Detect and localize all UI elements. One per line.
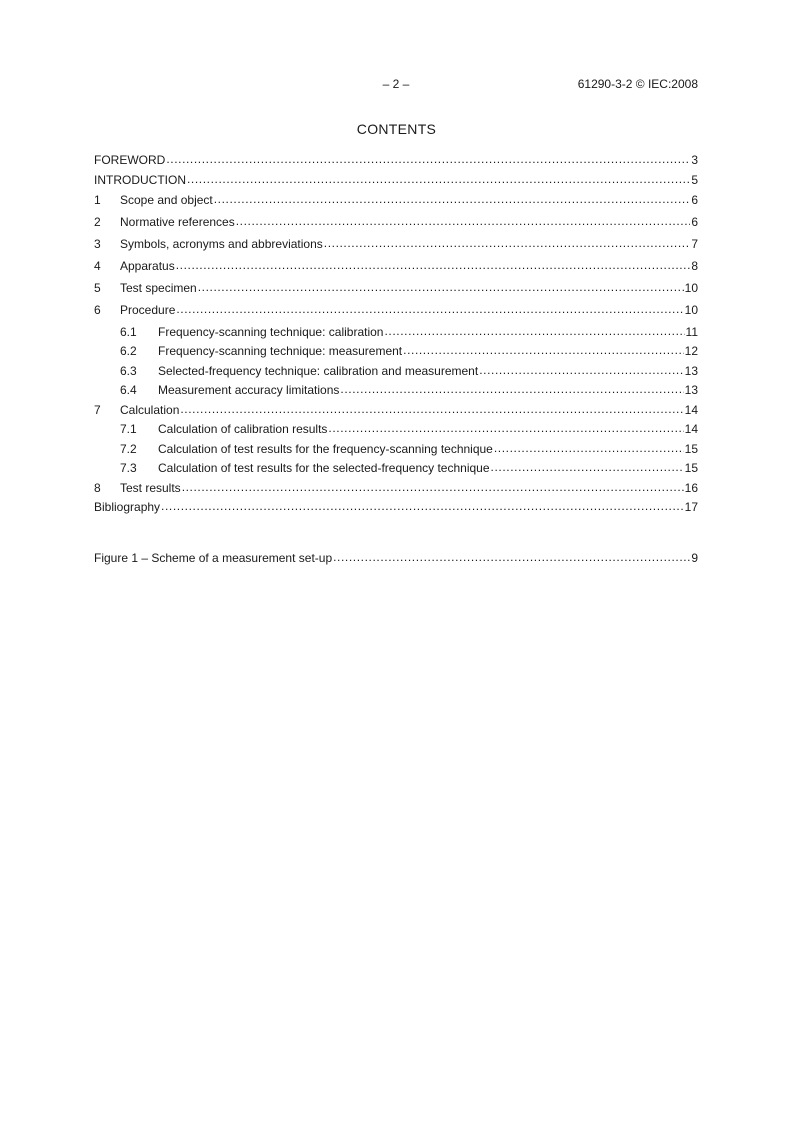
toc-entry-title: Test results [120, 480, 181, 495]
toc-entry-number: 4 [94, 258, 101, 273]
page-number: – 2 – [382, 77, 410, 91]
dot-leader [491, 460, 684, 472]
dot-leader [176, 302, 683, 314]
toc-entry-7-2[interactable] [94, 441, 698, 461]
toc-entry-title: Calculation of test results for the frequency-scanning technique [158, 441, 493, 456]
toc-entry-title: Calculation of test results for the selected-frequency technique [158, 461, 490, 476]
toc-entry-title: Procedure [120, 302, 176, 317]
toc-entry-number: 5 [94, 280, 101, 295]
toc-entry-number: 2 [94, 214, 101, 229]
toc-entry-number: 7.3 [120, 461, 137, 476]
figure-entry-page: 9 [691, 551, 698, 565]
dot-leader [187, 172, 690, 184]
toc-entry-page: 5 [691, 172, 698, 187]
toc-entry-7-3[interactable] [94, 460, 698, 480]
toc-entry-3[interactable] [94, 236, 698, 258]
toc-entry-number: 6.4 [120, 383, 137, 398]
toc-entry-foreword[interactable] [94, 152, 698, 172]
toc-entry-number: 6 [94, 302, 101, 317]
toc-entry-title: Measurement accuracy limitations [158, 383, 340, 398]
dot-leader [479, 363, 683, 375]
toc-entry-page: 15 [684, 461, 698, 476]
dot-leader [182, 480, 684, 492]
toc-entry-6-4[interactable] [94, 382, 698, 402]
toc-entry-page: 16 [684, 480, 698, 495]
toc-entry-title: Apparatus [120, 258, 175, 273]
table-of-contents [94, 152, 698, 519]
dot-leader [384, 324, 684, 336]
dot-leader [166, 152, 690, 164]
toc-entry-7-1[interactable] [94, 421, 698, 441]
toc-entry-number: 7 [94, 402, 101, 417]
toc-entry-7[interactable] [94, 402, 698, 422]
toc-entry-title: Scope and object [120, 192, 213, 207]
dot-leader [180, 402, 683, 414]
toc-entry-title: Normative references [120, 214, 235, 229]
contents-title: CONTENTS [356, 121, 437, 137]
dot-leader [324, 236, 691, 248]
toc-entry-title: Symbols, acronyms and abbreviations [120, 236, 323, 251]
dot-leader [176, 258, 691, 270]
toc-entry-page: 15 [684, 441, 698, 456]
toc-entry-page: 6 [691, 214, 698, 229]
toc-entry-page: 17 [684, 500, 698, 515]
toc-entry-title: Test specimen [120, 280, 197, 295]
toc-entry-number: 7.2 [120, 441, 137, 456]
figure-entry-title: Figure 1 – Scheme of a measurement set-up [94, 551, 333, 565]
toc-entry-page: 7 [691, 236, 698, 251]
toc-entry-page: 8 [691, 258, 698, 273]
dot-leader [340, 382, 683, 394]
toc-entry-page: 6 [691, 192, 698, 207]
toc-entry-page: 14 [684, 402, 698, 417]
toc-entry-1[interactable] [94, 192, 698, 214]
toc-entry-number: 3 [94, 236, 101, 251]
toc-entry-2[interactable] [94, 214, 698, 236]
toc-entry-page: 13 [684, 383, 698, 398]
toc-entry-page: 10 [684, 280, 698, 295]
dot-leader [403, 343, 684, 355]
toc-entry-number: 6.3 [120, 363, 137, 378]
dot-leader [333, 550, 690, 562]
document-reference: 61290-3-2 © IEC:2008 [577, 77, 698, 91]
toc-entry-bibliography[interactable] [94, 499, 698, 519]
toc-entry-title: INTRODUCTION [94, 172, 186, 187]
toc-entry-page: 11 [685, 324, 698, 339]
toc-entry-4[interactable] [94, 258, 698, 280]
toc-entry-6[interactable] [94, 302, 698, 324]
page-header [94, 77, 698, 93]
toc-entry-6-3[interactable] [94, 363, 698, 383]
toc-entry-page: 14 [684, 422, 698, 437]
toc-entry-page: 10 [684, 302, 698, 317]
toc-entry-title: Frequency-scanning technique: measurement [158, 344, 403, 359]
dot-leader [214, 192, 691, 204]
toc-entry-page: 12 [684, 344, 698, 359]
dot-leader [236, 214, 691, 226]
toc-entry-8[interactable] [94, 480, 698, 500]
toc-entry-number: 7.1 [120, 422, 137, 437]
list-of-figures [94, 550, 698, 570]
toc-entry-number: 6.2 [120, 344, 137, 359]
toc-entry-title: Bibliography [94, 500, 161, 515]
toc-entry-number: 8 [94, 480, 101, 495]
toc-entry-introduction[interactable] [94, 172, 698, 192]
toc-entry-number: 1 [94, 192, 101, 207]
toc-entry-page: 3 [691, 153, 698, 167]
toc-entry-title: Selected-frequency technique: calibration and measurement [158, 363, 479, 378]
dot-leader [161, 499, 684, 511]
toc-entry-title: Calculation of calibration results [158, 422, 328, 437]
toc-entry-page: 13 [684, 363, 698, 378]
dot-leader [328, 421, 683, 433]
toc-entry-title: Calculation [120, 402, 180, 417]
toc-entry-number: 6.1 [120, 324, 137, 339]
toc-entry-title: FOREWORD [94, 153, 166, 167]
dot-leader [494, 441, 684, 453]
dot-leader [198, 280, 684, 292]
toc-entry-title: Frequency-scanning technique: calibration [158, 324, 384, 339]
figure-entry-1[interactable] [94, 550, 698, 570]
toc-entry-6-1[interactable] [94, 324, 698, 344]
toc-entry-6-2[interactable] [94, 343, 698, 363]
toc-entry-5[interactable] [94, 280, 698, 302]
